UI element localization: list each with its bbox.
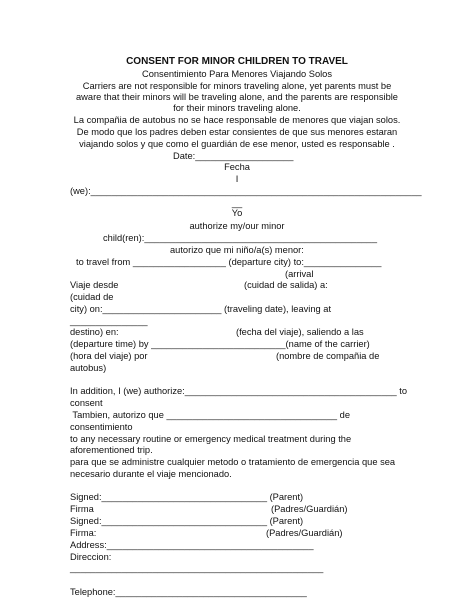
arrival-city-blank[interactable]: _______________: [70, 316, 148, 326]
signature-field-1[interactable]: Signed:________________________________ (Parent): [70, 492, 304, 502]
form-subtitle: Consentimiento Para Menores Viajando Solos: [141, 69, 332, 79]
children-name-field[interactable]: child(ren):_____________________________________________: [103, 233, 378, 243]
travel-from-field[interactable]: to travel from __________________ (departure city) to:_______________: [76, 257, 382, 267]
yo-label: Yo: [231, 208, 243, 218]
medical-es-line-1: para que se administre cualquier metodo o tratamiento de emergencia que sea: [70, 457, 396, 467]
cuidad-salida-label: (cuidad de salida) a:: [244, 280, 328, 290]
city-on-field[interactable]: city) on:_______________________ (traveling date), leaving at: [70, 304, 332, 314]
arrival-label: (arrival: [285, 269, 314, 279]
we-name-field[interactable]: (we):________________________________________________________________: [70, 186, 422, 196]
direccion-label: Direccion:: [70, 552, 112, 562]
intro-en-line-2: aware that their minors will be traveling alone, and the parents are responsible: [76, 92, 398, 102]
departure-time-field[interactable]: (departure time) by __________________________(name of the carrier): [70, 339, 370, 349]
intro-es-line-2: De modo que los padres deben estar consientes de que sus menores estaran: [76, 127, 398, 137]
cuidad-de-label: (cuidad de: [70, 292, 114, 302]
intro-en-line-3: for their minors traveling alone.: [173, 103, 301, 113]
short-underscore: __: [231, 198, 243, 208]
consentimiento-label: consentimiento: [70, 422, 133, 432]
i-label: I: [235, 174, 239, 184]
firma-label-2: Firma:: [70, 528, 97, 538]
intro-es-line-1: La compañia de autobus no se hace responsable de menores que viajan solos.: [73, 115, 401, 125]
destino-label: destino) en:: [70, 327, 119, 337]
signature-field-2[interactable]: Signed:________________________________ (Parent): [70, 516, 304, 526]
address-line-2-field[interactable]: _________________________________________________: [70, 563, 324, 573]
form-title: CONSENT FOR MINOR CHILDREN TO TRAVEL: [126, 56, 348, 67]
medical-es-line-2: necesario durante el viaje mencionado.: [70, 469, 232, 479]
in-addition-field[interactable]: In addition, I (we) authorize:_________________________________________ to: [70, 386, 408, 396]
nombre-compania-label: (nombre de compañia de: [276, 351, 380, 361]
intro-en-line-1: Carriers are not responsible for minors traveling alone, yet parents must be: [82, 81, 392, 91]
viaje-desde-label: Viaje desde: [70, 280, 119, 290]
consent-label: consent: [70, 398, 103, 408]
tambien-field[interactable]: Tambien, autorizo que _________________________________ de: [70, 410, 351, 420]
date-field[interactable]: Date:___________________: [173, 151, 294, 161]
address-field[interactable]: Address:________________________________________: [70, 540, 314, 550]
fecha-viaje-label: (fecha del viaje), saliendo a las: [236, 327, 364, 337]
padres-label-1: (Padres/Guardián): [271, 504, 348, 514]
autorizo-label: autorizo que mi niño/a(s) menor:: [170, 245, 304, 255]
autobus-label: autobus): [70, 363, 107, 373]
medical-en-line-2: aforementioned trip.: [70, 445, 153, 455]
hora-viaje-label: (hora del viaje) por: [70, 351, 148, 361]
fecha-label: Fecha: [224, 162, 250, 172]
telephone-field[interactable]: Telephone:_____________________________________: [70, 587, 307, 597]
firma-label-1: Firma: [70, 504, 94, 514]
padres-label-2: (Padres/Guardián): [266, 528, 343, 538]
authorize-en-label: authorize my/our minor: [189, 221, 285, 231]
medical-en-line-1: to any necessary routine or emergency medical treatment during the: [70, 434, 352, 444]
intro-es-line-3: viajando solos y que como el guardián de ese menor, usted es responsable .: [79, 139, 395, 149]
